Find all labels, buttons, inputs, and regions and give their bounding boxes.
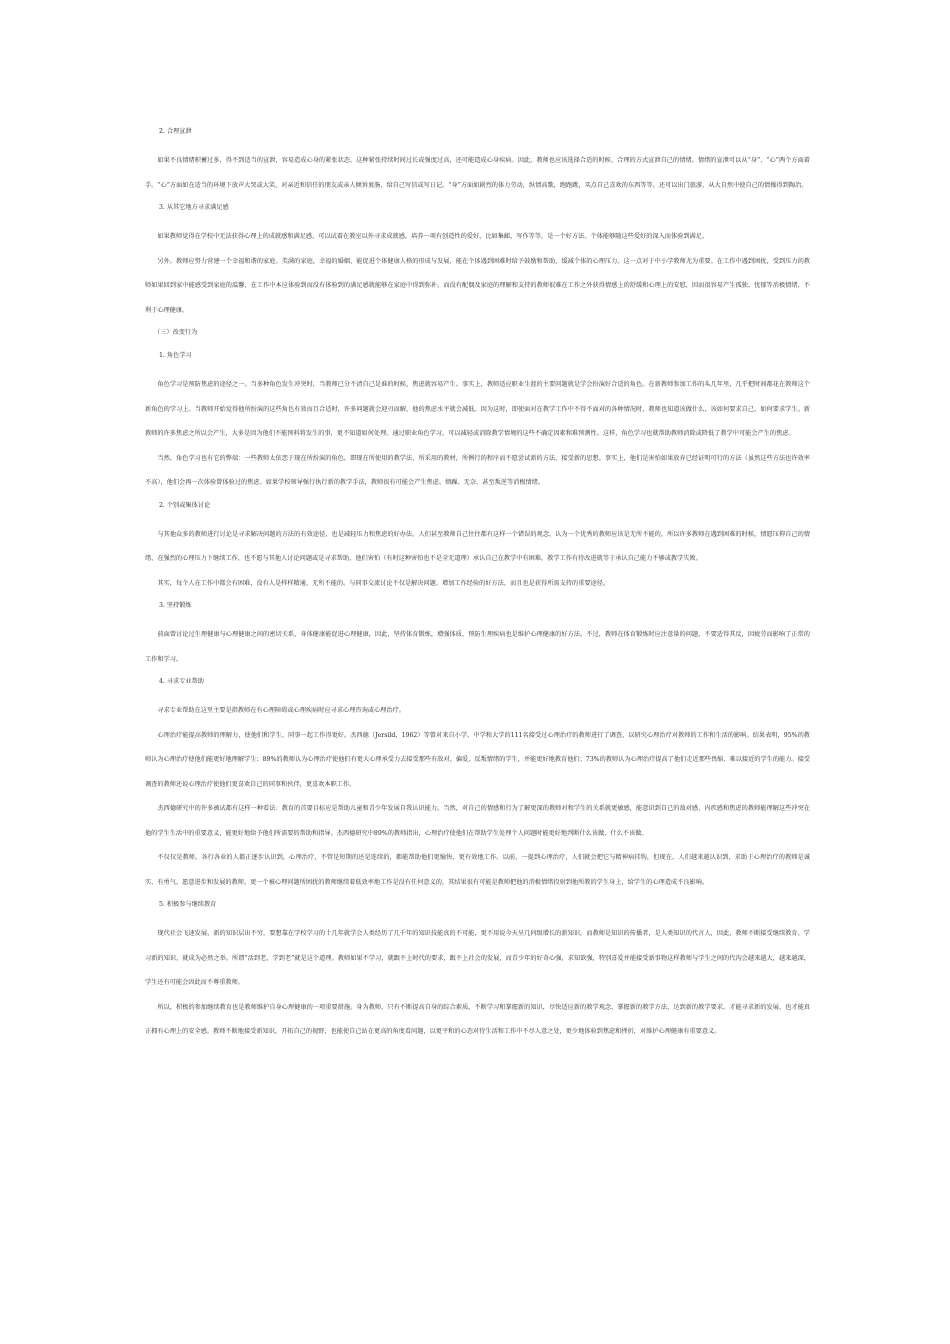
subsection-heading: 3. 坚持锻炼	[159, 602, 192, 609]
body-paragraph: 当然，角色学习也有它的弊端：一些教师太依恋于现在所扮演的角色，即现在所使用的教学法，所采用的教材，所例行的程序而不愿尝试新的方法，接受新的思想。事实上，他们是害怕如果放弃已经证明可行的方法（虽然这些方法也许效率不高），他们会再一次体验曾体验过的焦虑。如果学校领导强行执行新的教学手法，教师很有可能会产生焦虑、烦躁、无奈、甚至叛逆等消极情绪。	[145, 454, 810, 486]
document-page	[145, 126, 810, 1045]
body-paragraph: 寻求专业帮助在这里主要是指教师在有心理障碍或心理疾病时应寻求心理咨询或心理治疗。	[157, 707, 405, 714]
subsection-heading: 1. 角色学习	[159, 352, 192, 359]
body-paragraph: 其实，每个人在工作中都会有困难，没有人是样样精通、无所不能的。与同事交流讨论不仅是解决问题、增加工作经验的好方法，而且也是获得所需支持的重要途径。	[157, 579, 610, 587]
body-paragraph: 与其他众多的教师进行讨论是寻求解决问题的方法的有效途径，也是减轻压力和焦虑的好办法。人们甚至教师自己往往都有这样一个错误的观念，认为一个优秀的教师应该是无所不能的，所以许多教师在遇到困难的时候，情愿压抑自己的情绪，在强烈的心理压力下继续工作，也不愿与其他人讨论问题或是寻求帮助，他们害怕（有时这种害怕也不是全无道理）承认自己在教学中有困难，教学工作有待改进就等于承认自己能力不够或教学失败。	[145, 530, 810, 562]
subsection-heading: 5. 积极参与继续教育	[159, 901, 217, 908]
subsection-heading: 4. 寻求专业帮助	[159, 678, 204, 685]
body-paragraph: 如果不良情绪积蓄过多，得不到适当的宣泄，容易造成心身的紧张状态，这种紧张持续时间过长或强度过高，还可能造成心身疾病。因此，教师也应该选择合适的时候、合理的方式宣泄自己的情绪。情绪的宣泄可以从“身”、“心”两个方面着手。“心”方面如在适当的环境下放声大哭或大笑，对亲近和信任的朋友或亲人倾诉衷肠，给自己写信或写日记。“身”方面如剧烈的体力劳动，纵情高歌，跑跑跳，买点自己喜欢的东西等等。还可以出门旅游，从大自然中使自己的情操得到陶冶。	[145, 157, 810, 189]
body-paragraph: 所以，积极的参加继续教育也是教师维护自身心理健康的一项重要措施。身为教师，只有不断提高自身的综合素质，不断学习和掌握新的知识，尽快适应新的教学观念，掌握新的教学方法，达到新的教学要求，才能寻求新的发展，也才能真正拥有心理上的安全感。教师不断地接受新知识，开拓自己的视野，也能使自己站在更高的角度看问题，以更平和的心态对待生活和工作中不尽人意之处，更少地体验到焦虑和挫折，对维护心理健康有重要意义。	[145, 1003, 810, 1035]
body-paragraph: 现代社会飞速发展，新的知识层出不穷，要想靠在学校学习的十几年就学会人类经历了几千年的知识技能真的不可能，更不用说今天呈几何级增长的新知识。而教师是知识的传播者，是人类知识的代言人，因此，教师不断接受继续教育、学习新的知识，就成为必然之举。所谓“活到老，学到老”就是这个道理。教师如果不学习，就跟不上时代的要求，跟不上社会的发展，而青少年的好奇心强，求知欲强，特别喜爱并能接受新事物这样教师与学生之间的代沟会越来越大，越来越深，学生还有可能会因此而不尊重教师。	[145, 930, 810, 986]
body-paragraph: 另外，教师应努力营建一个幸福和谐的家庭。美满的家庭，幸福的婚姻，能促进个体健康人格的形成与发展，能在个体遇到困难时给予鼓励和帮助，缓减个体的心理压力。这一点对于中小学教师尤为重要。在工作中遇到困扰，受到压力的教师如果回到家中能感受到家庭的温馨，在工作中本应体验到而没有体验到的满足感就能够在家庭中得到弥补。而没有配偶及家庭的理解和支持的教师很难在工作之外获得情感上的舒缓和心理上的安慰，因而很容易产生孤独、忧郁等消极情绪，不利于心理健康。	[145, 257, 810, 314]
body-paragraph: 不仅仅是教师，各行各业的人都正逐步认识到，心理治疗，不管是短期的还是连续的，都能帮助他们更愉快、更有效地工作。以前，一提到心理治疗，人们就会把它与精神病挂钩，但现在，人们越来越认识到，求助于心理治疗的教师是诚实、有勇气、愿意进步和发展的教师，更一个被心理问题所困扰的教师继续着低效率地工作是没有任何意义的，其结果很有可能是教师把他的消极情绪投射到他所教的学生身上，给学生的心理造成不良影响。	[145, 854, 810, 886]
body-paragraph: 角色学习是预防焦虑的途径之一。当多种角色发生冲突时，当教师已分不清自己是谁的时候，焦虑就容易产生。事实上，教师适应职业生涯的主要问题就是学会扮演好合适的角色。在新教师参加工作的头几年里，几乎把时间都花在教师这个新角色的学习上。当教师开始觉得他所扮演的这些角色有效而且合适时，许多问题就会迎刃而解，他的焦虑水平就会减低。因为这时，即使面对在教学工作中不得不面对的各种情况时，教师也知道该做什么，该如何要求自己，如何要求学生。新教师的许多焦虑之所以会产生，大多是因为他们不能预料将发生的事，更不知道如何处理。通过职业角色学习，可以减轻或消除教学情境的这些不确定因素和难预测性。这样，角色学习也就帮助教师消除或降低了教学中可能会产生的焦虑。	[145, 381, 810, 437]
subsection-heading: 2. 合理宣泄	[159, 128, 192, 135]
subsection-heading: 3. 从其它地方寻求满足感	[159, 204, 229, 211]
body-paragraph: 如果教师觉得在学校中无法获得心理上的成就感和满足感，可以试着在教室以外寻求成就感，培养一项有创造性的爱好，比如集邮，写作等等，是一个好方法。个体能够随这些爱好的深入而体验到满足。	[157, 233, 709, 240]
body-paragraph: 杰西德研究中的许多被试都有这样一种看法：教育的首要目标应是帮助儿童和青少年发展自我认识能力。当然，对自己的情感和行为了解更深的教师对和学生的关系就更敏感，能意识到自己的敌对感、内疚感和焦虑的教师能理解这些冲突在他的学生生活中的重要意义，能更好地给予他们所需要的帮助和指导。杰西德研究中89%的教师指出，心理治疗使他们在帮助学生处理个人问题时能更好地判断什么该做、什么不该做。	[145, 805, 810, 837]
section-heading: （三）改变行为	[154, 329, 198, 336]
subsection-heading: 2. 个别或集体讨论	[159, 501, 211, 509]
body-paragraph: 前面曾讨论过生理健康与心理健康之间的密切关系，身体健康能促进心理健康，因此，坚持体育锻炼，增强体质，预防生理疾病也是维护心理健康的好方法。不过，教师在体育锻炼时应注意量的问题，不要适得其反，因疲劳而影响了正常的工作和学习。	[145, 631, 810, 663]
body-paragraph: 心理治疗能提高教师的理解力，使他们和学生、同事一起工作得更好。杰西德（Jersild，1962）等曾对来自小学、中学和大学的111名接受过心理治疗的教师进行了调查，以研究心理治疗对教师的工作和生活的影响。结果表明，95%的教师认为心理治疗使他们能更好地理解学生；89%的教师认为心理治疗使他们有更大心理承受力去接受那些有敌对、偏爱、反叛情绪的学生，并能更好地教育他们；73%的教师认为心理治疗提高了他们走近那些畏缩、难以接近的学生的能力。接受调查的教师还说心理治疗使他们更喜欢自己的同事和伙伴，更喜欢本职工作。	[145, 731, 810, 788]
